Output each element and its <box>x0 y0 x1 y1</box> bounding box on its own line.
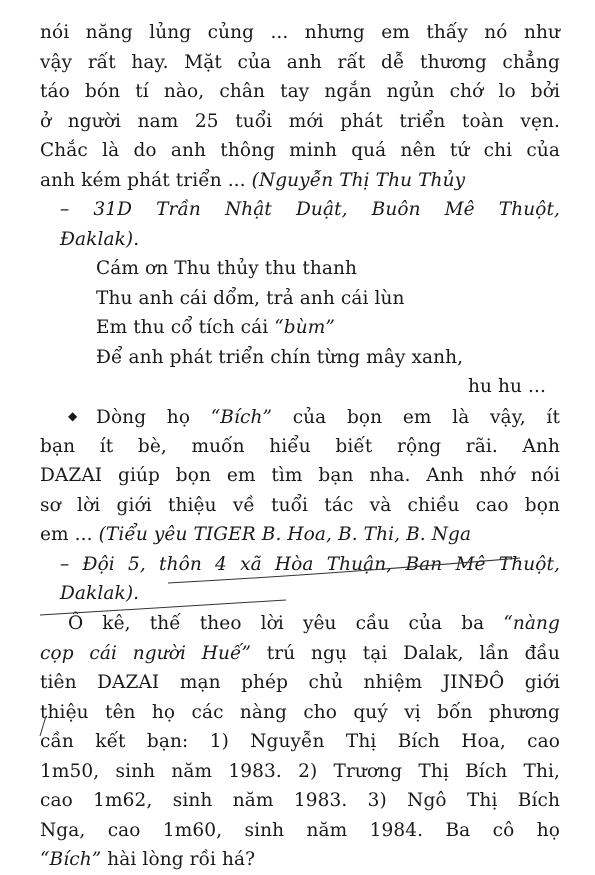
text-line: táo bón tí nào, chân tay ngắn ngủn chớ lo bởi <box>40 81 560 102</box>
text-run: của bọn em là vậy, ít <box>272 407 560 428</box>
text-line: cao 1m62, sinh năm 1983. 3) Ngô Thị Bích <box>40 790 560 811</box>
diamond-bullet-icon: ◆ <box>68 409 93 423</box>
text-run: hài lòng rồi há? <box>101 849 256 870</box>
text-run: Ô kê, thế theo lời yêu cầu của ba <box>68 613 504 634</box>
poem-block <box>40 254 560 402</box>
text-line: tiên DAZAI mạn phép chủ nhiệm JINĐÔ giới <box>40 672 560 693</box>
letter-block <box>40 402 560 609</box>
poem-line: Để anh phát triển chín từng mây xanh, <box>96 346 464 368</box>
text-line: nói năng lủng củng ... nhưng em thấy nó như <box>40 22 560 43</box>
text-line: vậy rất hay. Mặt của anh rất dễ thương chẳng <box>40 51 560 73</box>
poem-line: Thu anh cái dổm, trả anh cái lùn <box>96 287 405 309</box>
text-run: cọp cái người Huế” <box>40 642 252 664</box>
letter-block <box>40 18 560 254</box>
signature-name: (Tiểu yêu TIGER B. Hoa, B. Thi, B. Nga <box>98 524 472 545</box>
text-run: “nàng <box>503 613 560 634</box>
text-run: “bùm” <box>274 317 335 338</box>
text-line: DAZAI giúp bọn em tìm bạn nha. Anh nhớ nói <box>40 465 560 486</box>
text-line: ở người nam 25 tuổi mới phát triển toàn vẹn. <box>40 110 560 132</box>
text-run: Dòng họ <box>96 407 211 428</box>
text-run: “Bích” <box>40 849 102 870</box>
text-run: Em thu cổ tích cái <box>96 317 275 338</box>
signature-name: (Nguyễn Thị Thu Thủy <box>251 169 466 191</box>
text-line <box>40 402 560 432</box>
text-line <box>40 520 560 550</box>
text-line: bạn ít bè, muốn hiểu biết rộng rãi. Anh <box>40 435 560 457</box>
poem-line: Cám ơn Thu thủy thu thanh <box>96 258 358 279</box>
signature-address: – 31D Trần Nhật Duật, Buôn Mê Thuột, <box>60 199 560 220</box>
text-line: thiệu tên họ các nàng cho quý vị bốn phương <box>40 701 560 723</box>
text-line <box>40 845 560 875</box>
text-line: cần kết bạn: 1) Nguyễn Thị Bích Hoa, cao <box>40 731 560 752</box>
text-run: “Bích” <box>210 407 273 428</box>
text-line: 1m50, sinh năm 1983. 2) Trương Thị Bích Thi, <box>40 760 560 782</box>
poem-line: hu hu ... <box>468 376 546 397</box>
reply-block <box>40 609 560 875</box>
text-line <box>40 639 560 669</box>
text-line <box>40 166 560 196</box>
signature-address: – Đội 5, thôn 4 xã Hòa Thuận, Ban Mê Thuột, <box>60 553 560 575</box>
text-line: Chắc là do anh thông minh quá nên tứ chi của <box>40 140 560 161</box>
text-run: anh kém phát triển ... <box>40 169 252 191</box>
text-run: em ... <box>40 524 99 545</box>
signature-address: Daklak). <box>60 583 140 604</box>
signature-address: Đaklak). <box>60 228 140 250</box>
poem-line <box>40 313 560 343</box>
text-line: Nga, cao 1m60, sinh năm 1984. Ba cô họ <box>40 819 560 841</box>
text-line <box>40 609 560 639</box>
text-line: sơ lời giới thiệu về tuổi tác và chiều cao bọn <box>40 494 560 516</box>
text-run: trú ngụ tại Dalak, lần đầu <box>251 642 560 664</box>
